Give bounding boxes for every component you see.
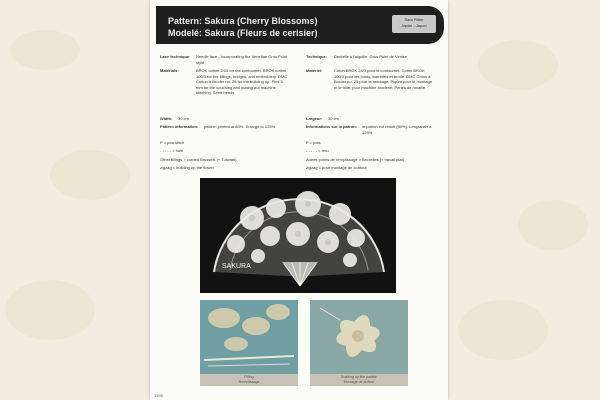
right-background — [448, 0, 600, 400]
pattern-label: Pattern information: — [160, 124, 199, 129]
width-label-fr: Largeur: — [306, 116, 323, 121]
document-page — [150, 0, 448, 400]
legend-pea: P = pea stitch — [160, 140, 185, 145]
materials-label: Materials: — [160, 68, 179, 73]
caption-building-fr: Montage de la fleur — [343, 380, 375, 384]
caption-filling — [200, 374, 298, 386]
materials-label-fr: Matériel: — [306, 68, 323, 73]
author-tag — [392, 15, 436, 33]
header-band — [156, 6, 444, 44]
filling-image — [200, 300, 298, 374]
materials-value-fr: Coton BROK 24/3 pour le contournet. Coton BROK 100/3 pour les fonds, barrettes et brode. DMC Coton à Broder no. 25 pour le montage. Piqûre pour le montage et le tulle, pour machine broderie. Perles de rocaille — [334, 68, 433, 90]
caption-filling-en: Filling — [244, 375, 254, 379]
legend-trou: - - - - - = trou — [306, 148, 329, 153]
detail-photo-building-up — [310, 300, 408, 386]
technique-value: Needle lace - incorporating the Venetian Gros Point style — [196, 54, 288, 65]
title-french: Modelé: Sakura (Fleurs de cerisier) — [168, 28, 318, 38]
building-up-image — [310, 300, 408, 374]
fan-photo — [200, 178, 396, 293]
technique-label: Lace technique: — [160, 54, 191, 59]
left-background — [0, 0, 150, 400]
legend-zigzag: zigzag = building up the flower — [160, 165, 214, 170]
technique-label-fr: Technique: — [306, 54, 328, 59]
detail-photo-filling — [200, 300, 298, 386]
width-value-fr: 30 cm — [328, 116, 339, 121]
legend-fillings: Other fillings = corded Brussels (+ Tulwark) — [160, 157, 237, 162]
lace-fan-image — [200, 178, 396, 293]
materials-value: BROK cotton 24/3 for the contournet. BROK cotton 100/3 for the fillings, bridges, and embroidery. DMC Cotton à Broder no. 25 for the building up. Pins 3 mm for the couching and cutting out machine stitching. Seed beads — [196, 68, 288, 95]
pattern-value: pattern printed at 80%. Enlarge to 125% — [204, 124, 276, 129]
fan-name-stitch: SAKURA — [222, 263, 251, 270]
width-value: 30 cm — [178, 116, 189, 121]
pattern-value-fr: le patron est réduit (80%). Lesgrandir à 125% — [362, 124, 432, 135]
technique-value-fr: Dentelle à l'aiguille. Gros Point de Venise — [334, 54, 408, 59]
width-label: Width: — [160, 116, 173, 121]
author-name: Sara Ritter — [404, 17, 424, 22]
caption-filling-fr: Remplissage — [238, 380, 260, 384]
legend-hole: - - - - - = hole — [160, 148, 184, 153]
legend-remplissage: Autres points de remplissage = Bruxelles (+ travail plat) — [306, 157, 405, 162]
pattern-label-fr: Informations sur le patron: — [306, 124, 357, 129]
caption-building-up — [310, 374, 408, 386]
caption-building-en: Building up the paddle — [341, 375, 377, 379]
legend-pois: P = pois — [306, 140, 321, 145]
author-country: Japan - Japon — [401, 23, 427, 28]
legend-montage: zigzag = pour montage de contour — [306, 165, 367, 170]
title-english: Pattern: Sakura (Cherry Blossoms) — [168, 16, 318, 26]
page-number: 1395 — [154, 393, 163, 398]
